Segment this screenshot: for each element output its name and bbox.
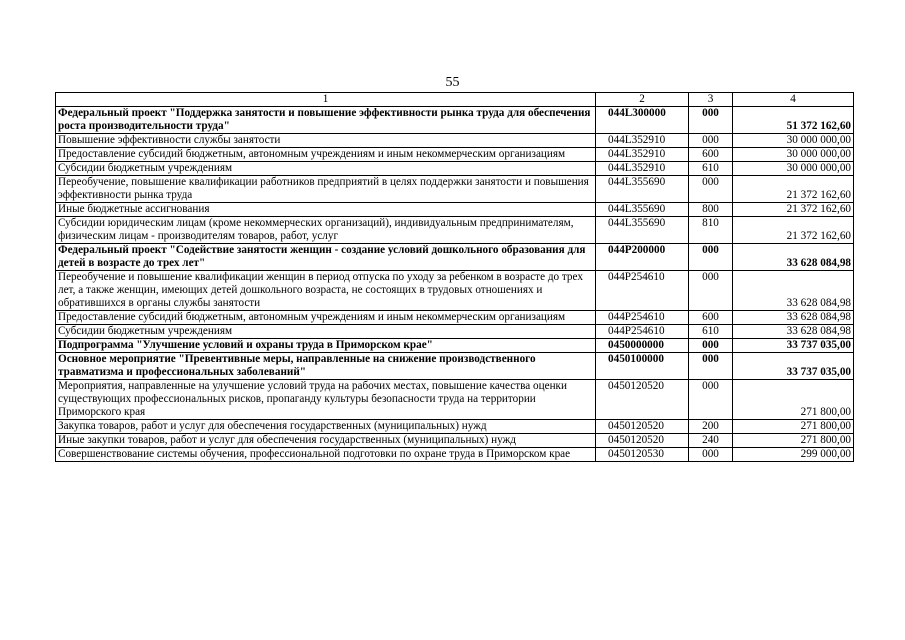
amount-cell: 33 628 084,98 bbox=[733, 271, 854, 311]
amount-cell: 33 628 084,98 bbox=[733, 244, 854, 271]
item-name-cell: Предоставление субсидий бюджетным, автономным учреждениям и иным некоммерческим организациям bbox=[56, 148, 596, 162]
table-row bbox=[56, 353, 854, 380]
amount-cell: 33 628 084,98 bbox=[733, 325, 854, 339]
target-code-cell: 0450100000 bbox=[596, 353, 689, 380]
item-name-cell: Федеральный проект "Поддержка занятости и повышение эффективности рынка труда для обеспечения роста производительности труда" bbox=[56, 107, 596, 134]
amount-cell: 51 372 162,60 bbox=[733, 107, 854, 134]
item-name-cell: Закупка товаров, работ и услуг для обеспечения государственных (муниципальных) нужд bbox=[56, 420, 596, 434]
expense-type-cell: 000 bbox=[689, 353, 733, 380]
table-row bbox=[56, 176, 854, 203]
amount-cell: 33 737 035,00 bbox=[733, 353, 854, 380]
expense-type-cell: 610 bbox=[689, 325, 733, 339]
page-number: 55 bbox=[445, 75, 460, 90]
expense-type-cell: 810 bbox=[689, 217, 733, 244]
table-row bbox=[56, 434, 854, 448]
table-row bbox=[56, 203, 854, 217]
column-number-1: 1 bbox=[56, 93, 596, 107]
column-number-4: 4 bbox=[733, 93, 854, 107]
target-code-cell: 044L352910 bbox=[596, 162, 689, 176]
item-name-cell: Совершенствование системы обучения, профессиональной подготовки по охране труда в Приморском крае bbox=[56, 448, 596, 462]
target-code-cell: 044L300000 bbox=[596, 107, 689, 134]
item-name-cell: Переобучение и повышение квалификации женщин в период отпуска по уходу за ребенком в возрасте до трех лет, а также женщин, имеющих детей дошкольного возраста, не состоящих в трудовых отношениях и обратившихся в органы службы занятости bbox=[56, 271, 596, 311]
expense-type-cell: 200 bbox=[689, 420, 733, 434]
target-code-cell: 044L352910 bbox=[596, 148, 689, 162]
expense-type-cell: 000 bbox=[689, 107, 733, 134]
table-row bbox=[56, 107, 854, 134]
column-number-2: 2 bbox=[596, 93, 689, 107]
table-row bbox=[56, 325, 854, 339]
expense-type-cell: 800 bbox=[689, 203, 733, 217]
table-row bbox=[56, 134, 854, 148]
table-row bbox=[56, 271, 854, 311]
target-code-cell: 044L355690 bbox=[596, 176, 689, 203]
amount-cell: 271 800,00 bbox=[733, 380, 854, 420]
item-name-cell: Мероприятия, направленные на улучшение условий труда на рабочих местах, повышение качества оценки существующих профессиональных рисков, пропаганду культуры безопасности труда на территории Приморского края bbox=[56, 380, 596, 420]
amount-cell: 21 372 162,60 bbox=[733, 176, 854, 203]
table-row bbox=[56, 217, 854, 244]
expense-type-cell: 600 bbox=[689, 148, 733, 162]
expense-type-cell: 000 bbox=[689, 244, 733, 271]
target-code-cell: 044P200000 bbox=[596, 244, 689, 271]
target-code-cell: 044P254610 bbox=[596, 311, 689, 325]
amount-cell: 30 000 000,00 bbox=[733, 134, 854, 148]
table-row bbox=[56, 148, 854, 162]
amount-cell: 30 000 000,00 bbox=[733, 162, 854, 176]
expense-type-cell: 000 bbox=[689, 448, 733, 462]
item-name-cell: Предоставление субсидий бюджетным, автономным учреждениям и иным некоммерческим организациям bbox=[56, 311, 596, 325]
budget-table bbox=[55, 92, 854, 462]
item-name-cell: Основное мероприятие "Превентивные меры, направленные на снижение производственного травматизма и профессиональных заболеваний" bbox=[56, 353, 596, 380]
expense-type-cell: 000 bbox=[689, 339, 733, 353]
table-row bbox=[56, 244, 854, 271]
target-code-cell: 0450120520 bbox=[596, 380, 689, 420]
target-code-cell: 044L355690 bbox=[596, 217, 689, 244]
table-row bbox=[56, 380, 854, 420]
expense-type-cell: 240 bbox=[689, 434, 733, 448]
amount-cell: 271 800,00 bbox=[733, 434, 854, 448]
target-code-cell: 0450120520 bbox=[596, 434, 689, 448]
item-name-cell: Переобучение, повышение квалификации работников предприятий в целях поддержки занятости и повышения эффективности рынка труда bbox=[56, 176, 596, 203]
expense-type-cell: 610 bbox=[689, 162, 733, 176]
item-name-cell: Субсидии юридическим лицам (кроме некоммерческих организаций), индивидуальным предпринимателям, физическим лицам - производителям товаров, работ, услуг bbox=[56, 217, 596, 244]
budget-table-body bbox=[56, 93, 854, 462]
expense-type-cell: 000 bbox=[689, 176, 733, 203]
item-name-cell: Иные закупки товаров, работ и услуг для обеспечения государственных (муниципальных) нужд bbox=[56, 434, 596, 448]
table-row bbox=[56, 339, 854, 353]
item-name-cell: Субсидии бюджетным учреждениям bbox=[56, 162, 596, 176]
amount-cell: 30 000 000,00 bbox=[733, 148, 854, 162]
table-row bbox=[56, 448, 854, 462]
target-code-cell: 0450120520 bbox=[596, 420, 689, 434]
amount-cell: 271 800,00 bbox=[733, 420, 854, 434]
expense-type-cell: 000 bbox=[689, 271, 733, 311]
item-name-cell: Субсидии бюджетным учреждениям bbox=[56, 325, 596, 339]
expense-type-cell: 000 bbox=[689, 134, 733, 148]
target-code-cell: 0450120530 bbox=[596, 448, 689, 462]
amount-cell: 299 000,00 bbox=[733, 448, 854, 462]
item-name-cell: Подпрограмма "Улучшение условий и охраны труда в Приморском крае" bbox=[56, 339, 596, 353]
table-row bbox=[56, 162, 854, 176]
item-name-cell: Повышение эффективности службы занятости bbox=[56, 134, 596, 148]
item-name-cell: Иные бюджетные ассигнования bbox=[56, 203, 596, 217]
amount-cell: 33 737 035,00 bbox=[733, 339, 854, 353]
target-code-cell: 044P254610 bbox=[596, 325, 689, 339]
target-code-cell: 044L355690 bbox=[596, 203, 689, 217]
expense-type-cell: 000 bbox=[689, 380, 733, 420]
column-number-row bbox=[56, 93, 854, 107]
target-code-cell: 0450000000 bbox=[596, 339, 689, 353]
expense-type-cell: 600 bbox=[689, 311, 733, 325]
amount-cell: 33 628 084,98 bbox=[733, 311, 854, 325]
table-row bbox=[56, 311, 854, 325]
item-name-cell: Федеральный проект "Содействие занятости женщин - создание условий дошкольного образования для детей в возрасте до трех лет" bbox=[56, 244, 596, 271]
table-row bbox=[56, 420, 854, 434]
amount-cell: 21 372 162,60 bbox=[733, 217, 854, 244]
column-number-3: 3 bbox=[689, 93, 733, 107]
target-code-cell: 044P254610 bbox=[596, 271, 689, 311]
amount-cell: 21 372 162,60 bbox=[733, 203, 854, 217]
target-code-cell: 044L352910 bbox=[596, 134, 689, 148]
